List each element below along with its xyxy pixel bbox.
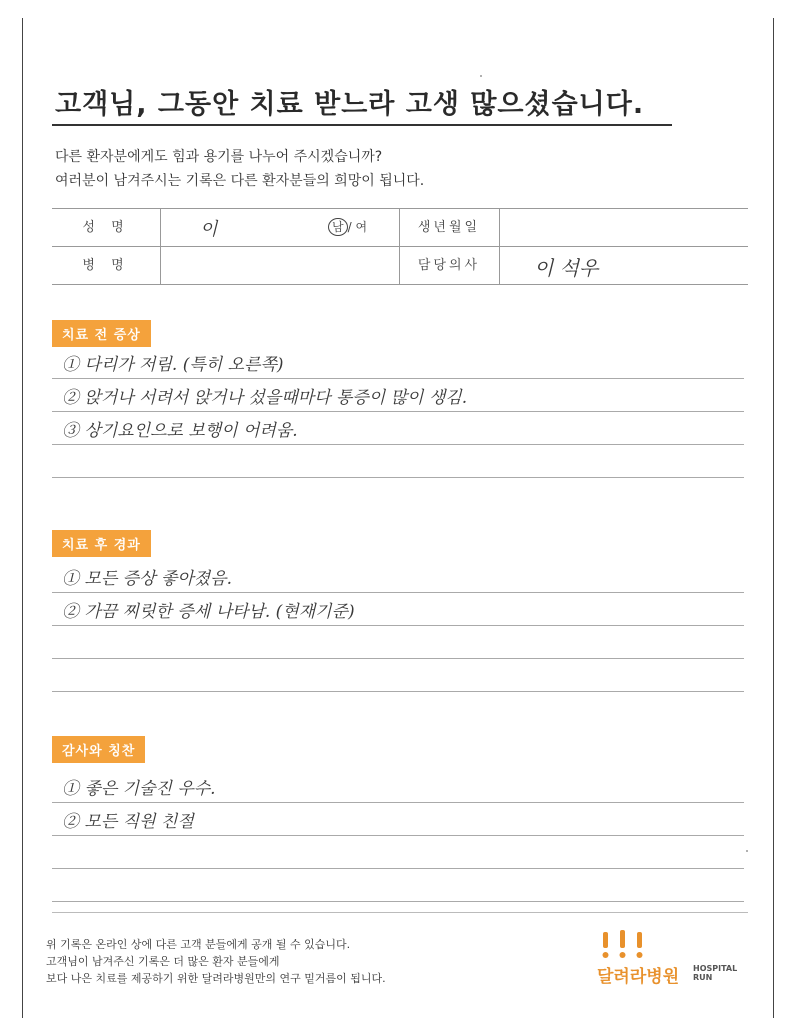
- page-title: 고객님, 그동안 치료 받느라 고생 많으셨습니다.: [55, 89, 645, 120]
- footer-note: [46, 936, 386, 987]
- footer-divider: [52, 912, 748, 913]
- footer-line-2: 고객님이 남겨주신 기록은 더 많은 환자 분들에게: [46, 955, 280, 968]
- info-row-disease: [52, 246, 748, 285]
- doctor-value[interactable]: 이 석우: [534, 256, 599, 280]
- after-treatment-lines: [52, 560, 744, 692]
- list-item[interactable]: ③ 상기요인으로 보행이 어려움.: [52, 412, 744, 445]
- intro-line-1: 다른 환자분에게도 힘과 용기를 나누어 주시겠습니까?: [55, 149, 383, 165]
- gender-male-circled: 남: [328, 218, 348, 236]
- list-item[interactable]: ① 좋은 기술진 우수.: [52, 770, 744, 803]
- name-label: 성 명: [82, 220, 130, 235]
- section-label-after-treatment: 치료 후 경과: [52, 530, 151, 557]
- scan-speck: [746, 850, 748, 852]
- footer-line-1: 위 기록은 온라인 상에 다른 고객 분들에게 공개 될 수 있습니다.: [46, 938, 351, 951]
- hospital-logo: [597, 930, 747, 990]
- section-label-thanks: 감사와 칭찬: [52, 736, 145, 763]
- patient-info-table: [52, 208, 748, 285]
- blank-line[interactable]: [52, 445, 744, 478]
- gender-female: 여: [355, 220, 368, 234]
- list-item[interactable]: ② 모든 직원 친절: [52, 803, 744, 836]
- list-item[interactable]: ① 모든 증상 좋아졌음.: [52, 560, 744, 593]
- footer-line-3: 보다 나은 치료를 제공하기 위한 달려라병원만의 연구 밑거름이 됩니다.: [46, 972, 386, 985]
- doctor-label: 담당의사: [417, 258, 481, 273]
- birth-label: 생년월일: [417, 220, 481, 235]
- list-item[interactable]: ① 다리가 저림. (특히 오른쪽): [52, 346, 744, 379]
- thanks-lines: [52, 770, 744, 902]
- blank-line[interactable]: [52, 836, 744, 869]
- disease-label: 병 명: [82, 258, 130, 273]
- intro-line-2: 여러분이 남겨주시는 기록은 다른 환자분들의 희망이 됩니다.: [55, 173, 425, 189]
- title-underline: [52, 124, 672, 126]
- blank-line[interactable]: [52, 659, 744, 692]
- section-label-before-treatment: 치료 전 증상: [52, 320, 151, 347]
- blank-line[interactable]: [52, 869, 744, 902]
- blank-line[interactable]: [52, 626, 744, 659]
- gender-choice[interactable]: 남 / 여: [328, 209, 367, 246]
- exclamation-marks-icon: [599, 930, 651, 960]
- scan-speck: [480, 75, 482, 77]
- list-item[interactable]: ② 앉거나 서려서 앉거나 섰을때마다 통증이 많이 생김.: [52, 379, 744, 412]
- name-value[interactable]: 이: [200, 219, 218, 240]
- logo-name: 달려라병원: [597, 967, 680, 987]
- logo-sub: HOSPITAL RUN: [693, 964, 738, 982]
- before-treatment-lines: [52, 346, 744, 478]
- info-row-name: [52, 208, 748, 246]
- list-item[interactable]: ② 가끔 찌릿한 증세 나타남. (현재기준): [52, 593, 744, 626]
